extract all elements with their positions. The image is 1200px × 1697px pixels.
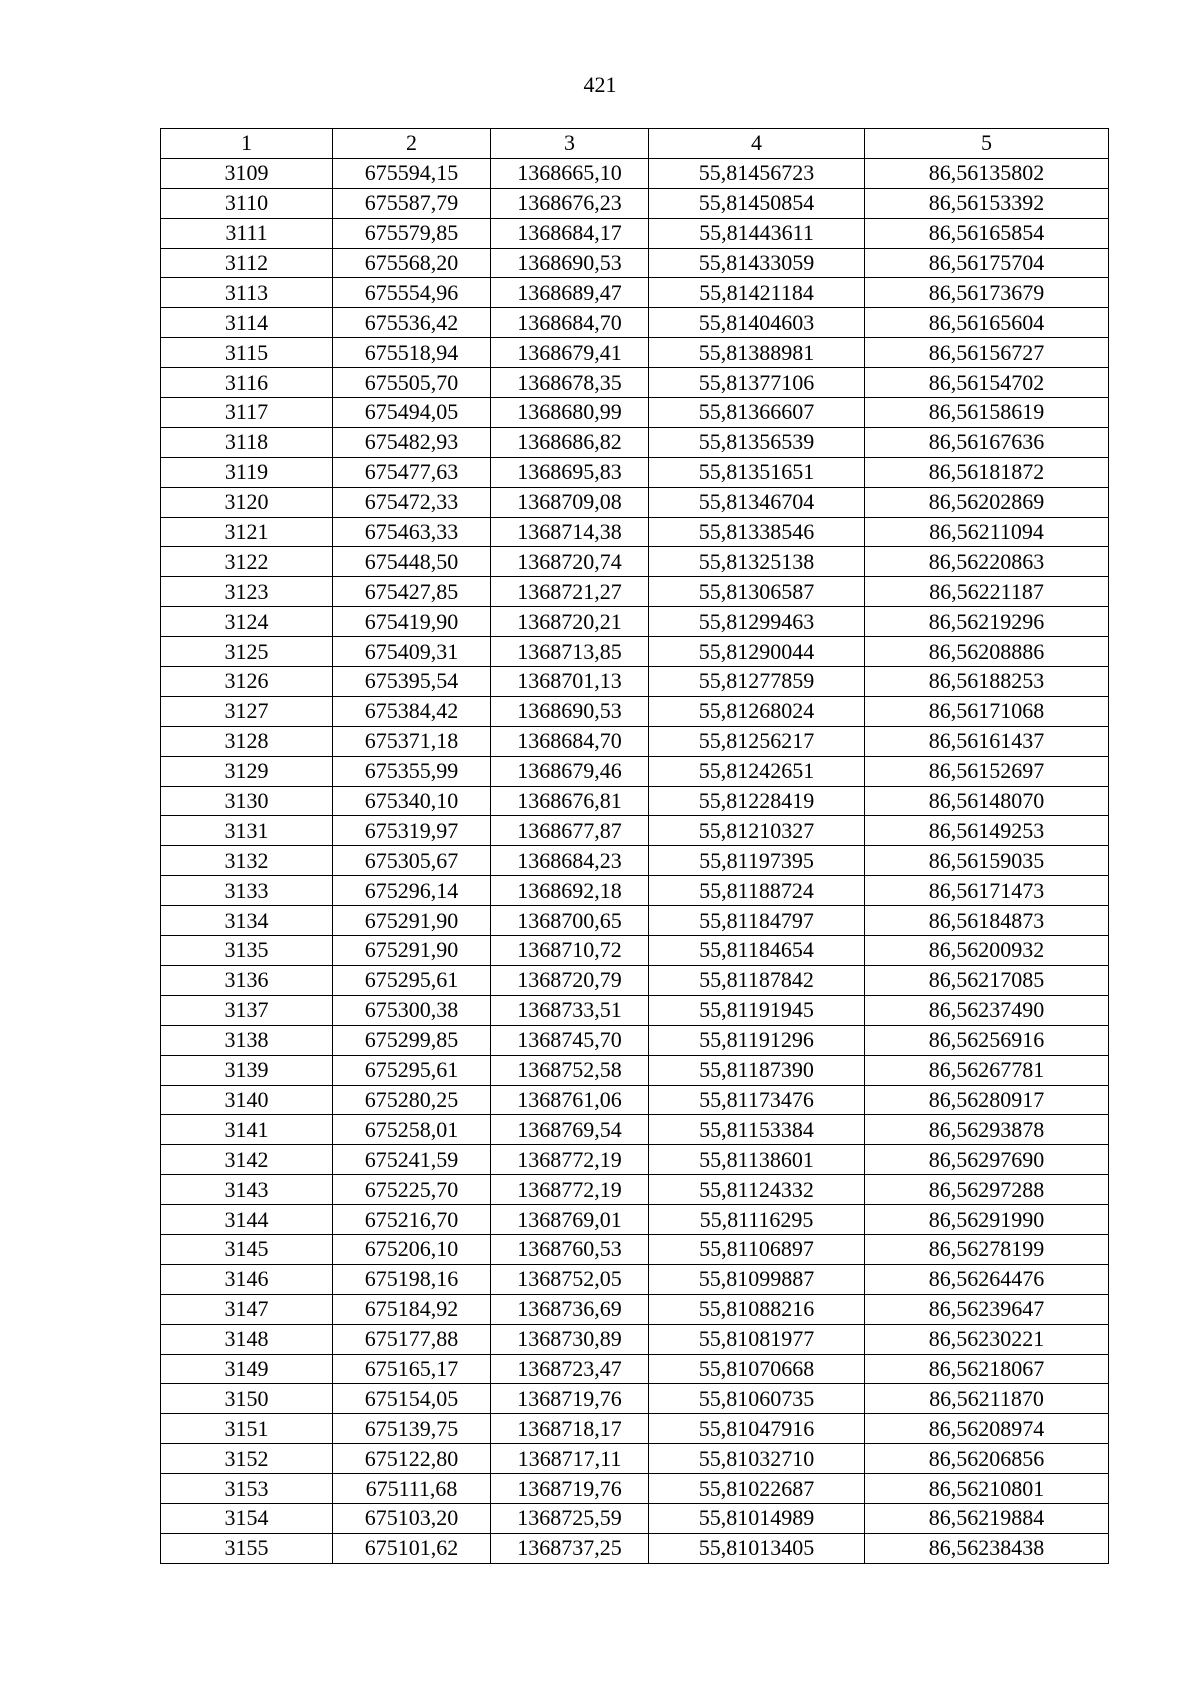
table-row [161,1205,1109,1235]
x-coordinate-cell: 675111,68 [333,1474,491,1504]
longitude-cell: 86,56220863 [865,547,1109,577]
x-coordinate-cell: 675139,75 [333,1414,491,1444]
table-row [161,398,1109,428]
table-row [161,1533,1109,1563]
x-coordinate-cell: 675554,96 [333,278,491,308]
y-coordinate-cell: 1368678,35 [491,368,649,398]
latitude-cell: 55,81443611 [649,218,865,248]
latitude-cell: 55,81197395 [649,846,865,876]
y-coordinate-cell: 1368721,27 [491,577,649,607]
x-coordinate-cell: 675395,54 [333,667,491,697]
y-coordinate-cell: 1368684,70 [491,726,649,756]
x-coordinate-cell: 675177,88 [333,1324,491,1354]
x-coordinate-cell: 675291,90 [333,936,491,966]
x-coordinate-cell: 675340,10 [333,786,491,816]
longitude-cell: 86,56208886 [865,637,1109,667]
x-coordinate-cell: 675101,62 [333,1533,491,1563]
table-row [161,547,1109,577]
longitude-cell: 86,56153392 [865,188,1109,218]
y-coordinate-cell: 1368710,72 [491,936,649,966]
x-coordinate-cell: 675409,31 [333,637,491,667]
longitude-cell: 86,56167636 [865,427,1109,457]
point-number-cell: 3153 [161,1474,333,1504]
column-header-4: 4 [649,129,865,159]
x-coordinate-cell: 675295,61 [333,965,491,995]
longitude-cell: 86,56188253 [865,667,1109,697]
longitude-cell: 86,56217085 [865,965,1109,995]
x-coordinate-cell: 675568,20 [333,248,491,278]
x-coordinate-cell: 675518,94 [333,338,491,368]
point-number-cell: 3119 [161,457,333,487]
y-coordinate-cell: 1368701,13 [491,667,649,697]
table-row [161,995,1109,1025]
point-number-cell: 3132 [161,846,333,876]
point-number-cell: 3141 [161,1115,333,1145]
point-number-cell: 3131 [161,816,333,846]
latitude-cell: 55,81325138 [649,547,865,577]
longitude-cell: 86,56159035 [865,846,1109,876]
y-coordinate-cell: 1368772,19 [491,1145,649,1175]
point-number-cell: 3137 [161,995,333,1025]
longitude-cell: 86,56297288 [865,1175,1109,1205]
y-coordinate-cell: 1368713,85 [491,637,649,667]
longitude-cell: 86,56149253 [865,816,1109,846]
latitude-cell: 55,81228419 [649,786,865,816]
point-number-cell: 3126 [161,667,333,697]
longitude-cell: 86,56239647 [865,1294,1109,1324]
table-row [161,786,1109,816]
longitude-cell: 86,56202869 [865,487,1109,517]
page-number: 421 [583,72,617,97]
x-coordinate-cell: 675299,85 [333,1025,491,1055]
latitude-cell: 55,81404603 [649,308,865,338]
longitude-cell: 86,56264476 [865,1264,1109,1294]
x-coordinate-cell: 675300,38 [333,995,491,1025]
table-row [161,1503,1109,1533]
table-row [161,1264,1109,1294]
y-coordinate-cell: 1368718,17 [491,1414,649,1444]
x-coordinate-cell: 675463,33 [333,517,491,547]
x-coordinate-cell: 675472,33 [333,487,491,517]
longitude-cell: 86,56210801 [865,1474,1109,1504]
latitude-cell: 55,81013405 [649,1533,865,1563]
table-row [161,936,1109,966]
y-coordinate-cell: 1368695,83 [491,457,649,487]
latitude-cell: 55,81338546 [649,517,865,547]
longitude-cell: 86,56135802 [865,158,1109,188]
table-row [161,1145,1109,1175]
x-coordinate-cell: 675295,61 [333,1055,491,1085]
x-coordinate-cell: 675296,14 [333,876,491,906]
longitude-cell: 86,56171068 [865,696,1109,726]
latitude-cell: 55,81187842 [649,965,865,995]
point-number-cell: 3149 [161,1354,333,1384]
x-coordinate-cell: 675225,70 [333,1175,491,1205]
x-coordinate-cell: 675154,05 [333,1384,491,1414]
point-number-cell: 3111 [161,218,333,248]
y-coordinate-cell: 1368719,76 [491,1474,649,1504]
table-row [161,816,1109,846]
y-coordinate-cell: 1368690,53 [491,248,649,278]
latitude-cell: 55,81191945 [649,995,865,1025]
y-coordinate-cell: 1368752,58 [491,1055,649,1085]
x-coordinate-cell: 675355,99 [333,756,491,786]
longitude-cell: 86,56238438 [865,1533,1109,1563]
table-row [161,308,1109,338]
x-coordinate-cell: 675319,97 [333,816,491,846]
x-coordinate-cell: 675482,93 [333,427,491,457]
longitude-cell: 86,56256916 [865,1025,1109,1055]
point-number-cell: 3138 [161,1025,333,1055]
table-row [161,667,1109,697]
x-coordinate-cell: 675122,80 [333,1444,491,1474]
longitude-cell: 86,56208974 [865,1414,1109,1444]
latitude-cell: 55,81188724 [649,876,865,906]
longitude-cell: 86,56173679 [865,278,1109,308]
latitude-cell: 55,81290044 [649,637,865,667]
table-row [161,1474,1109,1504]
table-row [161,338,1109,368]
point-number-cell: 3151 [161,1414,333,1444]
latitude-cell: 55,81153384 [649,1115,865,1145]
point-number-cell: 3109 [161,158,333,188]
point-number-cell: 3144 [161,1205,333,1235]
point-number-cell: 3127 [161,696,333,726]
point-number-cell: 3117 [161,398,333,428]
x-coordinate-cell: 675280,25 [333,1085,491,1115]
table-row [161,607,1109,637]
y-coordinate-cell: 1368720,74 [491,547,649,577]
table-body [161,158,1109,1563]
y-coordinate-cell: 1368725,59 [491,1503,649,1533]
table-row [161,1414,1109,1444]
y-coordinate-cell: 1368689,47 [491,278,649,308]
latitude-cell: 55,81124332 [649,1175,865,1205]
point-number-cell: 3121 [161,517,333,547]
point-number-cell: 3155 [161,1533,333,1563]
latitude-cell: 55,81268024 [649,696,865,726]
y-coordinate-cell: 1368700,65 [491,906,649,936]
y-coordinate-cell: 1368679,46 [491,756,649,786]
column-header-2: 2 [333,129,491,159]
longitude-cell: 86,56200932 [865,936,1109,966]
y-coordinate-cell: 1368714,38 [491,517,649,547]
longitude-cell: 86,56278199 [865,1234,1109,1264]
point-number-cell: 3146 [161,1264,333,1294]
y-coordinate-cell: 1368719,76 [491,1384,649,1414]
table-header-row [161,129,1109,159]
x-coordinate-cell: 675427,85 [333,577,491,607]
x-coordinate-cell: 675505,70 [333,368,491,398]
point-number-cell: 3148 [161,1324,333,1354]
x-coordinate-cell: 675305,67 [333,846,491,876]
y-coordinate-cell: 1368720,79 [491,965,649,995]
y-coordinate-cell: 1368677,87 [491,816,649,846]
latitude-cell: 55,81070668 [649,1354,865,1384]
longitude-cell: 86,56291990 [865,1205,1109,1235]
x-coordinate-cell: 675241,59 [333,1145,491,1175]
y-coordinate-cell: 1368684,23 [491,846,649,876]
latitude-cell: 55,81106897 [649,1234,865,1264]
x-coordinate-cell: 675448,50 [333,547,491,577]
table-row [161,1444,1109,1474]
y-coordinate-cell: 1368709,08 [491,487,649,517]
table-row [161,1055,1109,1085]
latitude-cell: 55,81022687 [649,1474,865,1504]
longitude-cell: 86,56161437 [865,726,1109,756]
longitude-cell: 86,56158619 [865,398,1109,428]
longitude-cell: 86,56230221 [865,1324,1109,1354]
table-row [161,1354,1109,1384]
point-number-cell: 3125 [161,637,333,667]
point-number-cell: 3150 [161,1384,333,1414]
x-coordinate-cell: 675494,05 [333,398,491,428]
point-number-cell: 3130 [161,786,333,816]
y-coordinate-cell: 1368665,10 [491,158,649,188]
latitude-cell: 55,81433059 [649,248,865,278]
point-number-cell: 3145 [161,1234,333,1264]
point-number-cell: 3140 [161,1085,333,1115]
y-coordinate-cell: 1368723,47 [491,1354,649,1384]
point-number-cell: 3134 [161,906,333,936]
point-number-cell: 3133 [161,876,333,906]
point-number-cell: 3136 [161,965,333,995]
longitude-cell: 86,56171473 [865,876,1109,906]
table-row [161,1115,1109,1145]
point-number-cell: 3152 [161,1444,333,1474]
latitude-cell: 55,81099887 [649,1264,865,1294]
longitude-cell: 86,56175704 [865,248,1109,278]
longitude-cell: 86,56181872 [865,457,1109,487]
table-row [161,577,1109,607]
point-number-cell: 3135 [161,936,333,966]
table-row [161,457,1109,487]
coordinates-table [160,128,1109,1564]
table-row [161,487,1109,517]
latitude-cell: 55,81346704 [649,487,865,517]
point-number-cell: 3112 [161,248,333,278]
x-coordinate-cell: 675587,79 [333,188,491,218]
longitude-cell: 86,56219884 [865,1503,1109,1533]
latitude-cell: 55,81032710 [649,1444,865,1474]
table-row [161,876,1109,906]
y-coordinate-cell: 1368686,82 [491,427,649,457]
longitude-cell: 86,56219296 [865,607,1109,637]
y-coordinate-cell: 1368769,01 [491,1205,649,1235]
latitude-cell: 55,81377106 [649,368,865,398]
latitude-cell: 55,81138601 [649,1145,865,1175]
latitude-cell: 55,81456723 [649,158,865,188]
y-coordinate-cell: 1368760,53 [491,1234,649,1264]
latitude-cell: 55,81277859 [649,667,865,697]
latitude-cell: 55,81060735 [649,1384,865,1414]
point-number-cell: 3123 [161,577,333,607]
table-row [161,726,1109,756]
x-coordinate-cell: 675579,85 [333,218,491,248]
y-coordinate-cell: 1368730,89 [491,1324,649,1354]
latitude-cell: 55,81173476 [649,1085,865,1115]
point-number-cell: 3147 [161,1294,333,1324]
y-coordinate-cell: 1368684,17 [491,218,649,248]
latitude-cell: 55,81184654 [649,936,865,966]
point-number-cell: 3114 [161,308,333,338]
point-number-cell: 3110 [161,188,333,218]
latitude-cell: 55,81210327 [649,816,865,846]
longitude-cell: 86,56237490 [865,995,1109,1025]
point-number-cell: 3115 [161,338,333,368]
latitude-cell: 55,81421184 [649,278,865,308]
x-coordinate-cell: 675165,17 [333,1354,491,1384]
longitude-cell: 86,56184873 [865,906,1109,936]
point-number-cell: 3122 [161,547,333,577]
x-coordinate-cell: 675184,92 [333,1294,491,1324]
point-number-cell: 3116 [161,368,333,398]
table-row [161,1294,1109,1324]
table-row [161,517,1109,547]
point-number-cell: 3118 [161,427,333,457]
column-header-5: 5 [865,129,1109,159]
table-row [161,1025,1109,1055]
y-coordinate-cell: 1368745,70 [491,1025,649,1055]
point-number-cell: 3154 [161,1503,333,1533]
y-coordinate-cell: 1368690,53 [491,696,649,726]
longitude-cell: 86,56218067 [865,1354,1109,1384]
y-coordinate-cell: 1368769,54 [491,1115,649,1145]
column-header-1: 1 [161,129,333,159]
table-row [161,158,1109,188]
y-coordinate-cell: 1368761,06 [491,1085,649,1115]
y-coordinate-cell: 1368736,69 [491,1294,649,1324]
y-coordinate-cell: 1368772,19 [491,1175,649,1205]
y-coordinate-cell: 1368684,70 [491,308,649,338]
x-coordinate-cell: 675258,01 [333,1115,491,1145]
latitude-cell: 55,81047916 [649,1414,865,1444]
x-coordinate-cell: 675371,18 [333,726,491,756]
x-coordinate-cell: 675594,15 [333,158,491,188]
longitude-cell: 86,56156727 [865,338,1109,368]
table-row [161,1324,1109,1354]
table-row [161,1384,1109,1414]
latitude-cell: 55,81184797 [649,906,865,936]
latitude-cell: 55,81388981 [649,338,865,368]
table-row [161,906,1109,936]
table-row [161,1085,1109,1115]
y-coordinate-cell: 1368692,18 [491,876,649,906]
x-coordinate-cell: 675536,42 [333,308,491,338]
longitude-cell: 86,56165854 [865,218,1109,248]
x-coordinate-cell: 675477,63 [333,457,491,487]
latitude-cell: 55,81351651 [649,457,865,487]
y-coordinate-cell: 1368737,25 [491,1533,649,1563]
x-coordinate-cell: 675206,10 [333,1234,491,1264]
latitude-cell: 55,81299463 [649,607,865,637]
point-number-cell: 3124 [161,607,333,637]
table-row [161,1175,1109,1205]
table-row [161,427,1109,457]
table-row [161,756,1109,786]
longitude-cell: 86,56221187 [865,577,1109,607]
latitude-cell: 55,81014989 [649,1503,865,1533]
y-coordinate-cell: 1368679,41 [491,338,649,368]
table-row [161,188,1109,218]
longitude-cell: 86,56165604 [865,308,1109,338]
table-row [161,368,1109,398]
latitude-cell: 55,81191296 [649,1025,865,1055]
latitude-cell: 55,81187390 [649,1055,865,1085]
longitude-cell: 86,56211094 [865,517,1109,547]
x-coordinate-cell: 675291,90 [333,906,491,936]
table-row [161,248,1109,278]
longitude-cell: 86,56152697 [865,756,1109,786]
point-number-cell: 3113 [161,278,333,308]
latitude-cell: 55,81242651 [649,756,865,786]
point-number-cell: 3142 [161,1145,333,1175]
x-coordinate-cell: 675384,42 [333,696,491,726]
table-row [161,218,1109,248]
y-coordinate-cell: 1368676,81 [491,786,649,816]
longitude-cell: 86,56154702 [865,368,1109,398]
y-coordinate-cell: 1368680,99 [491,398,649,428]
longitude-cell: 86,56211870 [865,1384,1109,1414]
table-row [161,637,1109,667]
y-coordinate-cell: 1368717,11 [491,1444,649,1474]
x-coordinate-cell: 675198,16 [333,1264,491,1294]
latitude-cell: 55,81081977 [649,1324,865,1354]
point-number-cell: 3129 [161,756,333,786]
x-coordinate-cell: 675419,90 [333,607,491,637]
latitude-cell: 55,81356539 [649,427,865,457]
table-row [161,1234,1109,1264]
point-number-cell: 3143 [161,1175,333,1205]
latitude-cell: 55,81306587 [649,577,865,607]
longitude-cell: 86,56293878 [865,1115,1109,1145]
table-row [161,696,1109,726]
column-header-3: 3 [491,129,649,159]
longitude-cell: 86,56280917 [865,1085,1109,1115]
point-number-cell: 3120 [161,487,333,517]
table-row [161,846,1109,876]
longitude-cell: 86,56206856 [865,1444,1109,1474]
point-number-cell: 3139 [161,1055,333,1085]
y-coordinate-cell: 1368720,21 [491,607,649,637]
latitude-cell: 55,81088216 [649,1294,865,1324]
table-row [161,965,1109,995]
longitude-cell: 86,56267781 [865,1055,1109,1085]
point-number-cell: 3128 [161,726,333,756]
latitude-cell: 55,81256217 [649,726,865,756]
y-coordinate-cell: 1368733,51 [491,995,649,1025]
table-row [161,278,1109,308]
latitude-cell: 55,81366607 [649,398,865,428]
longitude-cell: 86,56297690 [865,1145,1109,1175]
longitude-cell: 86,56148070 [865,786,1109,816]
latitude-cell: 55,81116295 [649,1205,865,1235]
latitude-cell: 55,81450854 [649,188,865,218]
y-coordinate-cell: 1368676,23 [491,188,649,218]
x-coordinate-cell: 675216,70 [333,1205,491,1235]
x-coordinate-cell: 675103,20 [333,1503,491,1533]
y-coordinate-cell: 1368752,05 [491,1264,649,1294]
